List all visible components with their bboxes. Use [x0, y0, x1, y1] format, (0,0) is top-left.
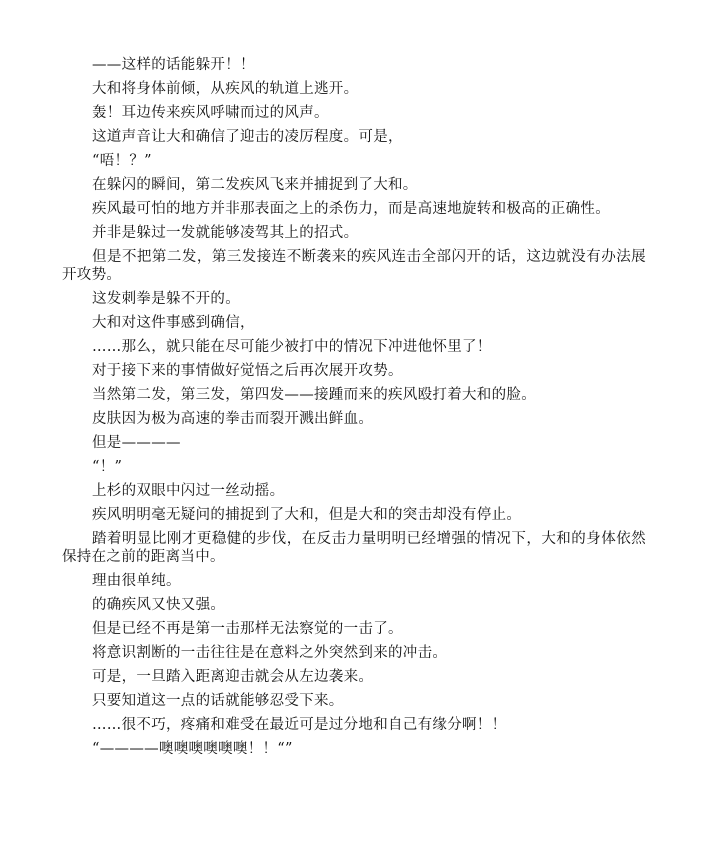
paragraph: 轰！耳边传来疾风呼啸而过的风声。: [92, 105, 329, 121]
paragraph: 只要知道这一点的话就能够忍受下来。: [92, 693, 344, 709]
paragraph: 在躲闪的瞬间，第二发疾风飞来并捕捉到了大和。: [92, 177, 418, 193]
paragraph: 疾风最可怕的地方并非那表面之上的杀伤力，而是高速地旋转和极高的正确性。: [92, 201, 610, 217]
paragraph: 上杉的双眼中闪过一丝动摇。: [92, 483, 285, 499]
paragraph: 但是————: [92, 435, 181, 451]
paragraph: 但是已经不再是第一击那样无法察觉的一击了。: [92, 621, 403, 637]
paragraph: ……那么，就只能在尽可能少被打中的情况下冲进他怀里了！: [92, 339, 492, 355]
paragraph: 踏着明显比刚才更稳健的步伐，在反击力量明明已经增强的情况下，大和的身体依然保持在之前的距离当中。: [62, 531, 646, 565]
paragraph: 大和对这件事感到确信，: [92, 315, 255, 331]
paragraph: 大和将身体前倾，从疾风的轨道上逃开。: [92, 81, 359, 97]
paragraph: 疾风明明毫无疑问的捕捉到了大和，但是大和的突击却没有停止。: [92, 507, 522, 523]
paragraph: “————噢噢噢噢噢噢！！“”: [92, 741, 293, 757]
paragraph: ——这样的话能躲开！！: [92, 57, 255, 73]
paragraph: 皮肤因为极为高速的拳击而裂开溅出鲜血。: [92, 411, 374, 427]
paragraph: 这道声音让大和确信了迎击的凌厉程度。可是，: [92, 129, 403, 145]
paragraph: 对于接下来的事情做好觉悟之后再次展开攻势。: [92, 363, 403, 379]
paragraph: 的确疾风又快又强。: [92, 597, 226, 613]
paragraph: 理由很单纯。: [92, 573, 181, 589]
paragraph: “！”: [92, 459, 123, 475]
paragraph: 可是，一旦踏入距离迎击就会从左边袭来。: [92, 669, 374, 685]
paragraph: 这发刺拳是躲不开的。: [92, 291, 240, 307]
paragraph: 并非是躲过一发就能够凌驾其上的招式。: [92, 225, 359, 241]
paragraph: 当然第二发，第三发，第四发——接踵而来的疾风殴打着大和的脸。: [92, 387, 536, 403]
paragraph: “唔！？”: [92, 153, 152, 169]
paragraph: ……很不巧，疼痛和难受在最近可是过分地和自己有缘分啊！！: [92, 717, 507, 733]
paragraph: 将意识割断的一击往往是在意料之外突然到来的冲击。: [92, 645, 448, 661]
paragraph: 但是不把第二发，第三发接连不断袭来的疾风连击全部闪开的话，这边就没有办法展开攻势。: [62, 249, 646, 283]
